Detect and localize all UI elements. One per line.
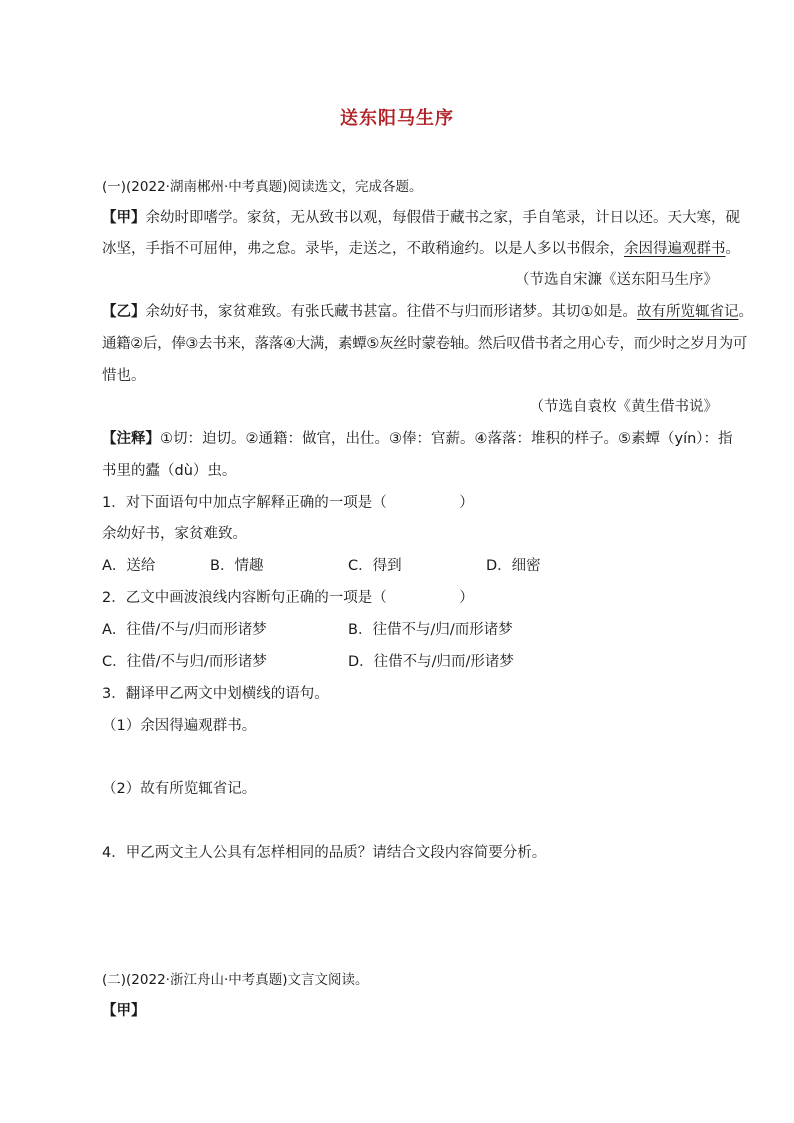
jia-label: 【甲】 (102, 210, 146, 226)
page-title: 送东阳马生序 (340, 108, 454, 129)
yi-passage-line1 (102, 302, 753, 322)
q1-option-a: A．送给 (102, 558, 156, 574)
question-1-sentence: 余幼好书，家贫难致。 (102, 526, 247, 542)
question-3: 3．翻译甲乙两文中划横线的语句。 (102, 686, 329, 702)
yi-passage-line2: 通籍②后，俸③去书来，落落④大满，素蟫⑤灰丝时蒙卷轴。然后叹借书者之用心专，而少时之岁月为可 (102, 336, 747, 352)
notes-line2: 书里的蠹（dù）虫。 (102, 463, 237, 479)
yi-underlined-sentence: 故有所览辄省记 (637, 304, 739, 320)
section2-header: (二)(2022·浙江舟山·中考真题)文言文阅读。 (102, 972, 369, 988)
q1-option-d: D．细密 (486, 558, 541, 574)
q2-option-b: B．往借不与/归/而形诸梦 (348, 622, 513, 638)
jia-text-2: 冰坚，手指不可屈伸，弗之怠。录毕，走送之，不敢稍逾约。以是人多以书假余， (102, 241, 624, 257)
question-2: 2．乙文中画波浪线内容断句正确的一项是（ ） (102, 590, 474, 606)
q2-option-c: C．往借/不与归/而形诸梦 (102, 654, 267, 670)
question-4: 4．甲乙两文主人公具有怎样相同的品质？请结合文段内容简要分析。 (102, 845, 547, 861)
notes-label: 【注释】 (102, 431, 160, 447)
question-1: 1．对下面语句中加点字解释正确的一项是（ ） (102, 495, 474, 511)
q1-option-b: B．情趣 (210, 558, 264, 574)
q1-option-c: C．得到 (348, 558, 402, 574)
q2-option-d: D．往借不与/归而/形诸梦 (348, 654, 514, 670)
notes-line1 (102, 429, 733, 449)
yi-source: （节选自袁枚《黄生借书说》 (529, 399, 718, 415)
jia-text-2-end: 。 (725, 241, 740, 257)
jia-text-1: 余幼时即嗜学。家贫，无从致书以观，每假借于藏书之家，手自笔录，计日以还。天大寒，砚 (145, 210, 740, 226)
section2-jia-label: 【甲】 (102, 1003, 146, 1019)
jia-passage-line2 (102, 239, 740, 259)
yi-passage-line3: 惜也。 (102, 368, 146, 384)
q2-option-a: A．往借/不与/归而形诸梦 (102, 622, 267, 638)
jia-passage-line1 (102, 208, 740, 228)
yi-text-1-end: 。 (738, 304, 753, 320)
yi-label: 【乙】 (102, 304, 146, 320)
jia-underlined-sentence: 余因得遍观群书 (624, 241, 726, 257)
question-3-part-2: （2）故有所览辄省记。 (102, 781, 257, 797)
yi-text-1: 余幼好书，家贫难致。有张氏藏书甚富。往借不与归而形诸梦。其切①如是。 (145, 304, 637, 320)
notes-text-1: ①切：迫切。②通籍：做官，出仕。③俸：官薪。④落落：堆积的样子。⑤素蟫（yín）：指 (160, 431, 733, 447)
jia-source: （节选自宋濂《送东阳马生序》 (515, 272, 718, 288)
question-3-part-1: （1）余因得遍观群书。 (102, 718, 257, 734)
section1-header: (一)(2022·湖南郴州·中考真题)阅读选文，完成各题。 (102, 179, 423, 195)
